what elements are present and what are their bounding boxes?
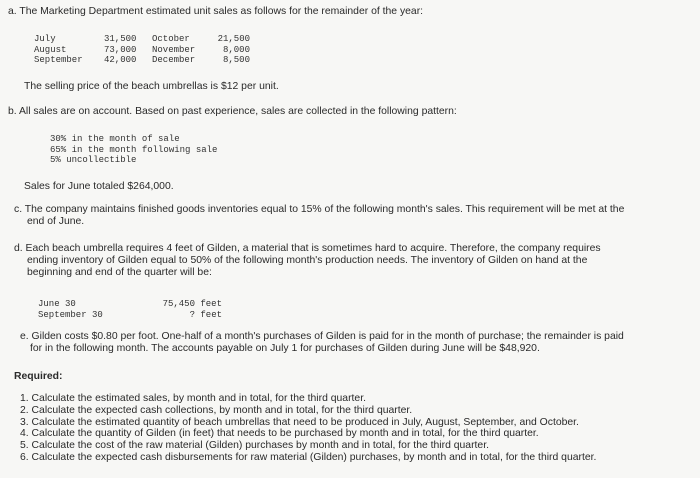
collection-pattern [50, 134, 217, 166]
pattern-item: 5% uncollectible [50, 155, 137, 165]
sales-units: 42,000 [104, 55, 137, 65]
part-c [14, 204, 624, 228]
sales-units: 8,000 [222, 44, 250, 55]
inventory-values [150, 299, 222, 320]
pattern-item: 65% in the month following sale [50, 144, 218, 155]
inventory-value: 75,450 feet [162, 299, 222, 309]
sales-units-col1 [104, 34, 136, 66]
inventory-date: September 30 [38, 309, 103, 320]
required-item: 5. Calculate the cost of the raw material (Gilden) purchases by month and in total, for the third quarter. [20, 440, 489, 452]
required-item: 2. Calculate the expected cash collections, by month and in total, for the third quarter. [20, 404, 413, 416]
sales-units: 73,000 [104, 44, 137, 55]
sales-month: August [34, 44, 67, 55]
sales-month: November [152, 44, 196, 55]
inventory-date: June 30 [38, 299, 76, 309]
part-d-line: ending inventory of Gilden equal to 50% of the following month's production needs. The inventory of Gilden on hand at the [27, 255, 588, 266]
pattern-item: 30% in the month of sale [50, 134, 180, 144]
sales-month: July [34, 34, 56, 44]
part-a-text: a. The Marketing Department estimated unit sales as follows for the remainder of the year: [8, 6, 424, 17]
part-b-text: b. All sales are on account. Based on past experience, sales are collected in the following pattern: [8, 106, 457, 117]
part-e-line: for in the following month. The accounts payable on July 1 for purchases of Gilden during June will be $48,920. [30, 343, 540, 354]
sales-units-col2 [214, 34, 250, 66]
june-sales-text: Sales for June totaled $264,000. [24, 181, 174, 192]
part-d-line: d. Each beach umbrella requires 4 feet of Gilden, a material that is sometimes hard to acquire. Therefore, the company requires [14, 243, 601, 254]
sales-units: 8,500 [222, 55, 250, 65]
price-text: The selling price of the beach umbrellas is $12 per unit. [24, 81, 279, 92]
sales-units: 21,500 [217, 34, 250, 44]
inventory-dates [38, 299, 103, 320]
required-heading: Required: [14, 371, 63, 382]
part-e [20, 331, 624, 355]
part-d [14, 243, 601, 279]
required-item: 1. Calculate the estimated sales, by month and in total, for the third quarter. [20, 393, 366, 404]
inventory-value: ? feet [189, 309, 222, 320]
required-item: 3. Calculate the estimated quantity of beach umbrellas that need to be produced in July, August, September, and October. [20, 416, 579, 428]
required-item: 6. Calculate the expected cash disbursements for raw material (Gilden) purchases, by month and in total, for the third quarter. [20, 451, 597, 463]
required-list [20, 393, 596, 464]
sales-months-col2 [152, 34, 195, 66]
sales-months-col1 [34, 34, 83, 66]
required-item: 4. Calculate the quantity of Gilden (in feet) that needs to be purchased by month and in total, for the third quarter. [20, 428, 539, 440]
sales-month: December [152, 55, 196, 65]
sales-month: September [34, 55, 83, 65]
part-d-line: beginning and end of the quarter will be: [27, 267, 212, 278]
part-c-line: c. The company maintains finished goods inventories equal to 15% of the following month's sales. This requirement will be met at the [14, 204, 625, 215]
part-c-line: end of June. [27, 216, 85, 227]
sales-month: October [152, 34, 190, 44]
part-e-line: e. Gilden costs $0.80 per foot. One-half of a month's purchases of Gilden is paid for in the month of purchase; the remainder is paid [20, 331, 624, 342]
sales-units: 31,500 [104, 34, 137, 44]
